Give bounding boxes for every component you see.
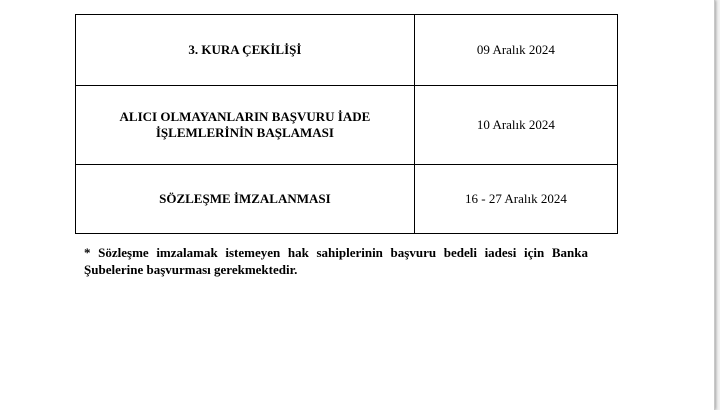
event-cell bbox=[76, 165, 415, 234]
event-date: 10 Aralık 2024 bbox=[476, 117, 555, 132]
table-row bbox=[76, 15, 618, 86]
schedule-table bbox=[75, 14, 618, 234]
event-cell bbox=[76, 15, 415, 86]
table-row bbox=[76, 86, 618, 165]
event-date: 09 Aralık 2024 bbox=[476, 42, 555, 57]
event-cell bbox=[76, 86, 415, 165]
event-label: 3. KURA ÇEKİLİŞİ bbox=[188, 42, 302, 57]
event-date: 16 - 27 Aralık 2024 bbox=[465, 191, 567, 206]
date-cell bbox=[414, 86, 617, 165]
event-label: SÖZLEŞME İMZALANMASI bbox=[159, 191, 331, 206]
footnote-line: * Sözleşme imzalamak istemeyen hak sahiplerinin başvuru bedeli iadesi için Banka bbox=[84, 245, 588, 260]
event-label: ALICI OLMAYANLARIN BAŞVURU İADE bbox=[119, 109, 371, 124]
footnote-line: Şubelerine başvurması gerekmektedir. bbox=[84, 262, 298, 277]
event-label: İŞLEMLERİNİN BAŞLAMASI bbox=[155, 125, 334, 140]
table-row bbox=[76, 165, 618, 234]
date-cell bbox=[414, 15, 617, 86]
footnote bbox=[84, 244, 588, 278]
date-cell bbox=[414, 165, 617, 234]
